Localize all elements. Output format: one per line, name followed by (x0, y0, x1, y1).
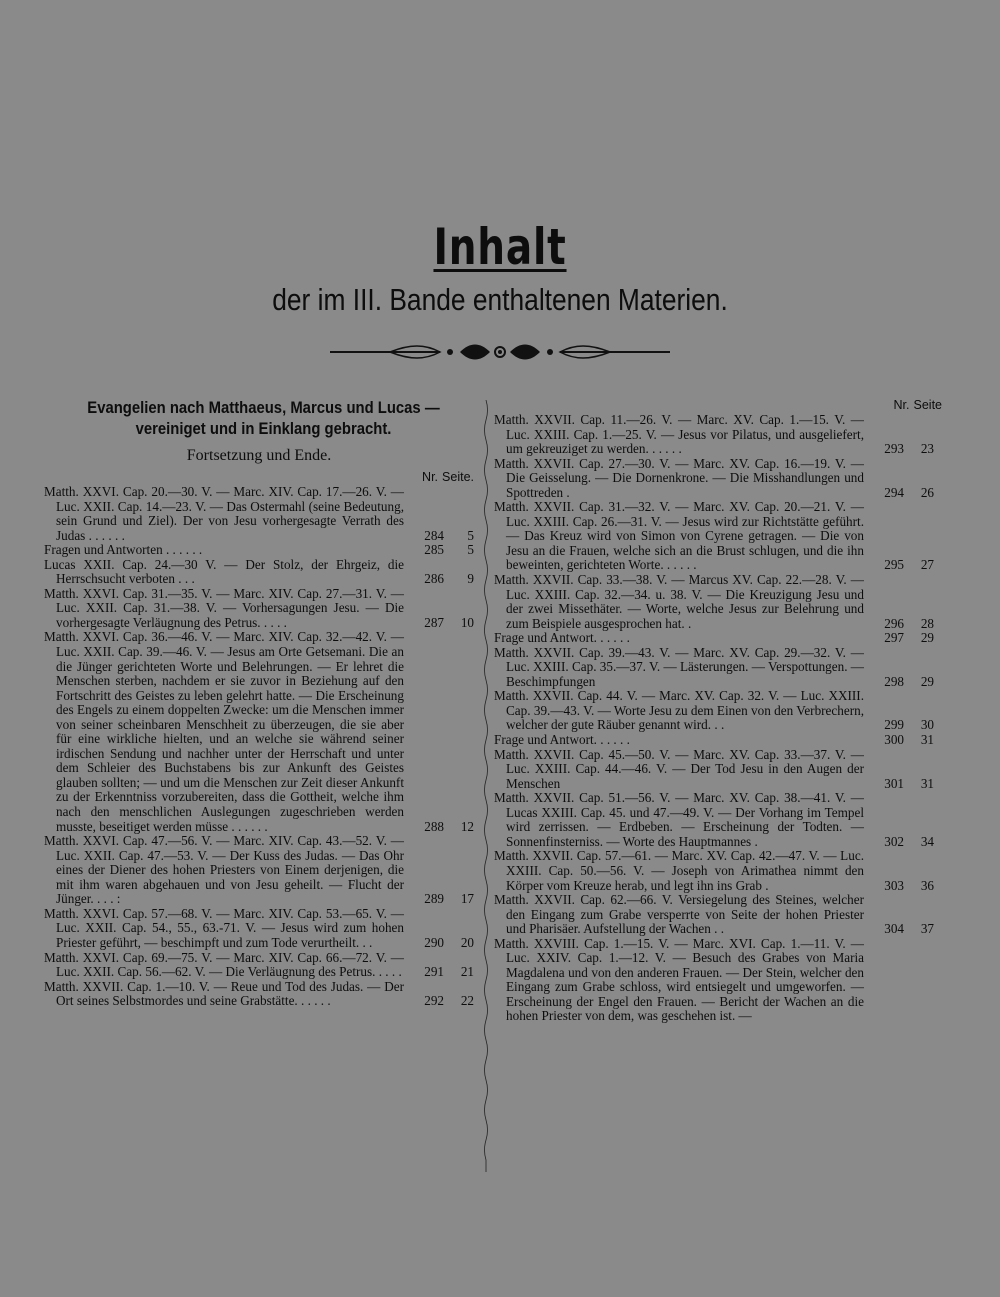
toc-entry-page: 23 (920, 441, 934, 457)
toc-entry (494, 893, 934, 937)
toc-entry-nr: 303 (884, 877, 904, 893)
toc-entry (494, 733, 934, 748)
toc-entry-nr: 288 (424, 818, 444, 834)
ornament-divider-icon (330, 340, 670, 364)
toc-entry (494, 937, 934, 1024)
toc-entry-nr: 289 (424, 891, 444, 907)
toc-entry-nr: 291 (424, 964, 444, 980)
toc-entry (44, 980, 474, 1009)
toc-entry-nr: 287 (424, 614, 444, 630)
column-header (44, 470, 474, 485)
toc-entry-text: Matth. XXVII. Cap. 45.—50. V. — Marc. XV. Cap. 33.—37. V. — Luc. XXIII. Cap. 44.—46. V. — Der Tod Jesu in den Augen der Menschen (494, 746, 864, 791)
toc-entry-page: 10 (460, 614, 474, 630)
toc-entry-text: Lucas XXII. Cap. 24.—30 V. — Der Stolz, der Ehrgeiz, die Herrschsucht verboten . . . (44, 556, 404, 587)
toc-entry-text: Matth. XXVII. Cap. 44. V. — Marc. XV. Cap. 32. V. — Luc. XXIII. Cap. 39.—43. V. — Worte Jesu zu dem Einen von den Verbrechern, welcher der gute Räuber genannt wird. . . (494, 688, 864, 733)
toc-entry-page: 27 (920, 557, 934, 573)
toc-entry-page: 29 (920, 673, 934, 689)
toc-entry-page: 36 (920, 877, 934, 893)
right-column (494, 398, 942, 1024)
page-subtitle: der im III. Bande enthaltenen Materien. (272, 282, 728, 317)
page-title: Inhalt (433, 218, 567, 276)
toc-entry-text: Matth. XXVII. Cap. 51.—56. V. — Marc. XV. Cap. 38.—41. V. — Lucas XXIII. Cap. 45. und 47.—49. V. — Der Vorhang im Tempel wird zerrissen. — Erdbeben. — Erscheinung der Todten. — Sonnenfinsterniss. — Worte des Hauptmannes . (494, 790, 864, 849)
toc-entry-nr: 293 (884, 441, 904, 457)
toc-entry-text: Frage und Antwort. . . . . . (494, 630, 630, 646)
toc-entry-text: Matth. XXVII. Cap. 57.—61. — Marc. XV. Cap. 42.—47. V. — Luc. XXIII. Cap. 50.—56. V. — Joseph von Arimathea nimmt den Körper vom Kreuze herab, und legt ihn ins Grab . (494, 848, 864, 893)
toc-entry-text: Matth. XXVII. Cap. 62.—66. V. Versiegelung des Steines, welcher den Eingang zum Grabe versperrte von Seite der hohen Priester und Pharisäer. Aufstellung der Wachen . . (494, 892, 864, 937)
column-header (494, 398, 942, 413)
toc-entry-nr: 300 (884, 732, 904, 748)
toc-entry-text: Matth. XXVI. Cap. 20.—30. V. — Marc. XIV. Cap. 17.—26. V. — Luc. XXII. Cap. 14.—23. V. — Das Ostermahl (seine Bedeutung, sein Grund und Ziel). Der von Jesu vorhergesagte Verrath des Judas . . . . . . (44, 484, 404, 543)
toc-entry-text: Matth. XXVII. Cap. 33.—38. V. — Marcus XV. Cap. 22.—28. V. — Luc. XXIII. Cap. 32.—34. u. 38. V. — Die Kreuzigung Jesu und der zwei Missethäter. — Worte, welche Jesus zur Belehrung und zum Beispiele ausgesprochen hat. . (494, 572, 864, 631)
toc-entry-text: Matth. XXVII. Cap. 1.—10. V. — Reue und Tod des Judas. — Der Ort seines Selbstmordes und seine Grabstätte. . . . . . (44, 978, 404, 1009)
toc-entry-text: Matth. XXVI. Cap. 36.—46. V. — Marc. XIV. Cap. 32.—42. V. — Luc. XXII. Cap. 39.—46. V. — Jesus am Orte Getsemani. Die an die Jünger gerichteten Worte und Belehrungen. — Er lehret die Menschen sterben, nachdem er sie zuvor in Beziehung auf den Fortschritt des Geistes zu leben gelehrt hatte. — Die Erscheinung des Engels zu einem doppelten Zwecke: um die Menschen immer von seiner scheinbaren Menschheit zu überzeugen, die sie aber für eine wirkliche hielten, und an welche sie während seiner irdischen Sendung und nachher unter der Herrschaft und unter dem Schleier des Buchstabens bis zur Ankunft des Geistes glauben sollten; — und um die Menschen zur Zeit dieser Ankunft zu der Erkenntniss vorzubereiten, dass die Gottheit, welche ihm nach den menschlichen Auslegungen zugeschrieben werden musste, beseitiget werden müsse . . . . . . (44, 629, 404, 834)
toc-entry-page: 20 (460, 934, 474, 950)
toc-entry (44, 558, 474, 587)
toc-entry-text: Matth. XXVII. Cap. 31.—32. V. — Marc. XV. Cap. 20.—21. V. — Luc. XXIII. Cap. 26.—31. V. — Jesus wird zur Richtstätte geführt. — Das Kreuz wird von Simon von Cyrene getragen. — Die von Jesu an die Frauen, welche sich an die Brust schlugen, und die ihn beweinten, gerichteten Worte. . . . . . (494, 499, 864, 573)
toc-entry-nr: 302 (884, 833, 904, 849)
toc-entry-nr: 295 (884, 557, 904, 573)
toc-entry-page: 26 (920, 484, 934, 500)
toc-entry-text: Matth. XXVII. Cap. 11.—26. V. — Marc. XV. Cap. 1.—15. V. — Luc. XXIII. Cap. 1.—25. V. — Jesus vor Pilatus, und ausgeliefert, um gekreuziget zu werden. . . . . . (494, 412, 864, 457)
section-subtitle: Fortsetzung und Ende. (186, 447, 332, 464)
toc-entry-text: Matth. XXVII. Cap. 27.—30. V. — Marc. XV. Cap. 16.—19. V. — Die Geisselung. — Die Dornenkrone. — Die Misshandlungen und Spottreden . (494, 455, 864, 500)
toc-entry-page: 31 (920, 732, 934, 748)
toc-entry-nr: 298 (884, 673, 904, 689)
toc-entry-text: Matth. XXVI. Cap. 47.—56. V. — Marc. XIV. Cap. 43.—52. V. — Luc. XXII. Cap. 47.—53. V. — Der Kuss des Judas. — Das Ohr eines der Diener des hohen Priesters von Einem derjenigen, die mit ihm waren abgehauen und von Jesu geheilt. — Flucht der Jünger. . . . : (44, 833, 404, 907)
toc-entry (494, 849, 934, 893)
toc-entry (44, 630, 474, 834)
toc-entry (494, 631, 934, 646)
toc-entry-nr: 292 (424, 993, 444, 1009)
section-title-line-2: vereiniget und in Einklang gebracht. (135, 420, 392, 438)
toc-entry-text: Fragen und Antworten . . . . . . (44, 542, 203, 558)
left-column (44, 398, 474, 1009)
toc-entry (44, 834, 474, 907)
column-header-seite: Seite (913, 398, 942, 412)
toc-entry-page: 29 (920, 630, 934, 646)
toc-entry-page: 17 (460, 891, 474, 907)
toc-entry (494, 646, 934, 690)
toc-entry-nr: 304 (884, 921, 904, 937)
toc-entry-nr: 290 (424, 934, 444, 950)
toc-entry (44, 951, 474, 980)
toc-entry (44, 543, 474, 558)
toc-entry-page: 31 (920, 775, 934, 791)
toc-entry-nr: 294 (884, 484, 904, 500)
toc-entry-text: Matth. XXVI. Cap. 57.—68. V. — Marc. XIV. Cap. 53.—65. V. — Luc. XXII. Cap. 54., 55., 63.-71. V. — Jesus wird zum hohen Priester geführt, — beschimpft und zum Tode verurtheilt. . . (44, 905, 404, 950)
toc-entry-text: Matth. XXVII. Cap. 39.—43. V. — Marc. XV. Cap. 29.—32. V. — Luc. XXIII. Cap. 35.—37. V. — Lästerungen. — Verspottungen. — Beschimpfungen (494, 644, 864, 689)
toc-entry-page: 12 (460, 818, 474, 834)
toc-entry (494, 791, 934, 849)
toc-entry-page: 22 (460, 993, 474, 1009)
toc-entry (494, 457, 934, 501)
toc-entry-text: Matth. XXVIII. Cap. 1.—15. V. — Marc. XVI. Cap. 1.—11. V. — Luc. XXIV. Cap. 1.—12. V. — Besuch des Grabes von Maria Magdalena und von den anderen Frauen. — Der Stein, welcher den Eingang zum Grabe schloss, wird entsiegelt und umgeworfen. — Erscheinung der Engel den Frauen. — Bericht der Wachen an die hohen Priester von dem, was geschehen ist. — (494, 935, 864, 1024)
column-header-nr: Nr. (422, 470, 439, 484)
toc-entry-text: Matth. XXVI. Cap. 69.—75. V. — Marc. XIV. Cap. 66.—72. V. — Luc. XXII. Cap. 56.—62. V. — Die Verläugnung des Petrus. . . . . (44, 949, 404, 980)
column-header-nr: Nr. (893, 398, 910, 412)
toc-entry (494, 748, 934, 792)
toc-entry (494, 413, 934, 457)
toc-entry-nr: 297 (884, 630, 904, 646)
toc-entry (494, 689, 934, 733)
column-header-seite: Seite. (442, 470, 474, 484)
toc-entry (44, 485, 474, 543)
toc-entry (44, 587, 474, 631)
toc-entry-page: 5 (467, 527, 474, 543)
toc-entry-nr: 286 (424, 571, 444, 587)
toc-entry-page: 28 (920, 615, 934, 631)
section-title-line-1: Evangelien nach Matthaeus, Marcus und Lucas — (87, 399, 440, 417)
toc-entry-page: 37 (920, 921, 934, 937)
toc-entry-nr: 284 (424, 527, 444, 543)
toc-entry-page: 21 (460, 964, 474, 980)
toc-entry (494, 573, 934, 631)
column-divider (482, 400, 490, 1172)
toc-entry-nr: 296 (884, 615, 904, 631)
toc-entry-text: Matth. XXVI. Cap. 31.—35. V. — Marc. XIV. Cap. 27.—31. V. — Luc. XXII. Cap. 31.—38. V. — Vorhersagungen Jesu. — Die vorhergesagte Verläugnung des Petrus. . . . . (44, 585, 404, 630)
toc-entry (494, 500, 934, 573)
toc-entry-nr: 301 (884, 775, 904, 791)
toc-entry-page: 34 (920, 833, 934, 849)
toc-entry-text: Frage und Antwort. . . . . . (494, 732, 630, 748)
toc-entry-nr: 285 (424, 542, 444, 558)
toc-entry-page: 9 (467, 571, 474, 587)
toc-entry (44, 907, 474, 951)
toc-entry-page: 5 (467, 542, 474, 558)
toc-entry-nr: 299 (884, 717, 904, 733)
toc-entry-page: 30 (920, 717, 934, 733)
